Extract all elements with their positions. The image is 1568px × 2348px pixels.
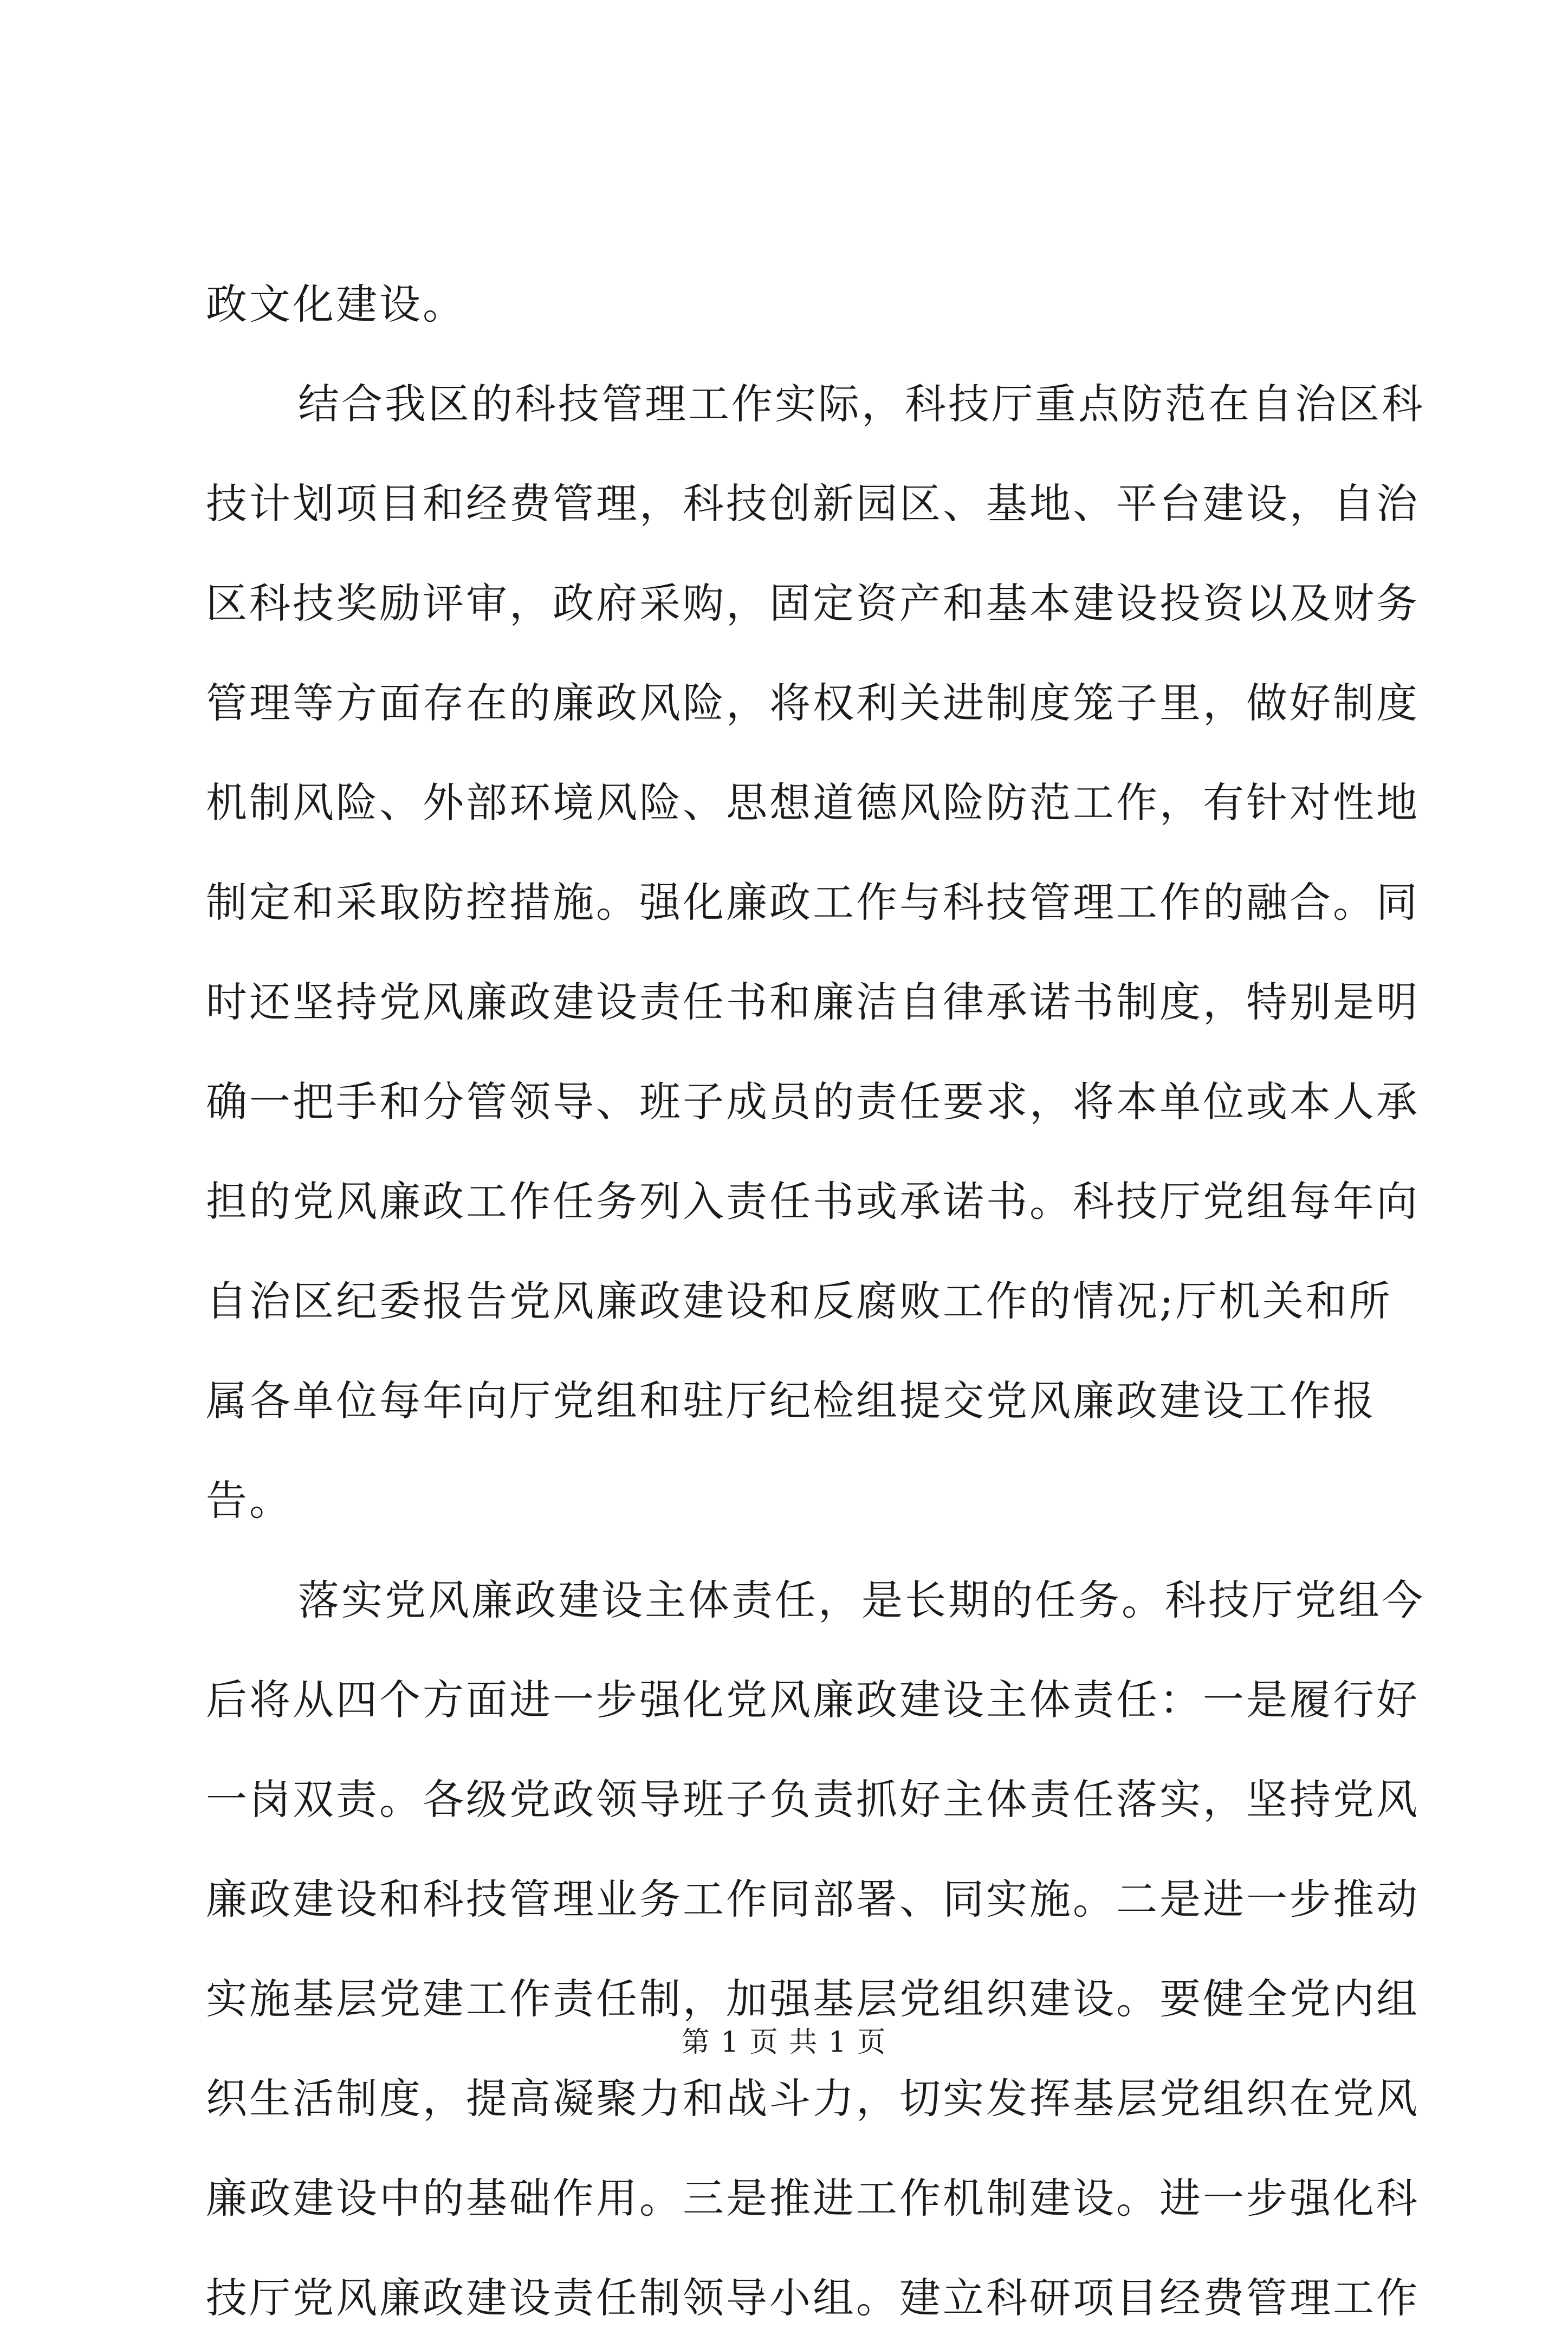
text-line: 廉政建设和科技管理业务工作同部署、同实施。二是进一步推动 bbox=[206, 1875, 1420, 1923]
text-line: 制定和采取防控措施。强化廉政工作与科技管理工作的融合。同 bbox=[206, 878, 1420, 926]
text-line: 管理等方面存在的廉政风险，将权利关进制度笼子里，做好制度 bbox=[206, 679, 1420, 727]
text-line: 技厅党风廉政建设责任制领导小组。建立科研项目经费管理工作 bbox=[206, 2274, 1420, 2322]
text-line: 属各单位每年向厅党组和驻厅纪检组提交党风廉政建设工作报 bbox=[206, 1377, 1376, 1425]
text-line: 技计划项目和经费管理，科技创新园区、基地、平台建设，自治 bbox=[206, 479, 1420, 528]
text-line: 自治区纪委报告党风廉政建设和反腐败工作的情况;厅机关和所 bbox=[206, 1277, 1392, 1325]
text-line: 机制风险、外部环境风险、思想道德风险防范工作，有针对性地 bbox=[206, 779, 1420, 827]
text-line: 区科技奖励评审，政府采购，固定资产和基本建设投资以及财务 bbox=[206, 579, 1420, 627]
page-footer: 第 1 页 共 1 页 bbox=[681, 2026, 887, 2059]
text-line: 廉政建设中的基础作用。三是推进工作机制建设。进一步强化科 bbox=[206, 2174, 1420, 2222]
text-line: 实施基层党建工作责任制，加强基层党组织建设。要健全党内组 bbox=[206, 1975, 1420, 2023]
text-line: 确一把手和分管领导、班子成员的责任要求，将本单位或本人承 bbox=[206, 1078, 1420, 1126]
text-line: 担的党风廉政工作任务列入责任书或承诺书。科技厅党组每年向 bbox=[206, 1177, 1420, 1225]
text-line: 告。 bbox=[206, 1476, 293, 1525]
text-line: 落实党风廉政建设主体责任，是长期的任务。科技厅党组今 bbox=[298, 1576, 1425, 1624]
text-line: 织生活制度，提高凝聚力和战斗力，切实发挥基层党组织在党风 bbox=[206, 2074, 1420, 2123]
text-line: 一岗双责。各级党政领导班子负责抓好主体责任落实，坚持党风 bbox=[206, 1775, 1420, 1824]
text-line: 后将从四个方面进一步强化党风廉政建设主体责任：一是履行好 bbox=[206, 1676, 1420, 1724]
text-line: 结合我区的科技管理工作实际，科技厅重点防范在自治区科 bbox=[298, 380, 1425, 428]
text-line: 时还坚持党风廉政建设责任书和廉洁自律承诺书制度，特别是明 bbox=[206, 978, 1420, 1026]
text-line: 政文化建设。 bbox=[206, 280, 466, 328]
